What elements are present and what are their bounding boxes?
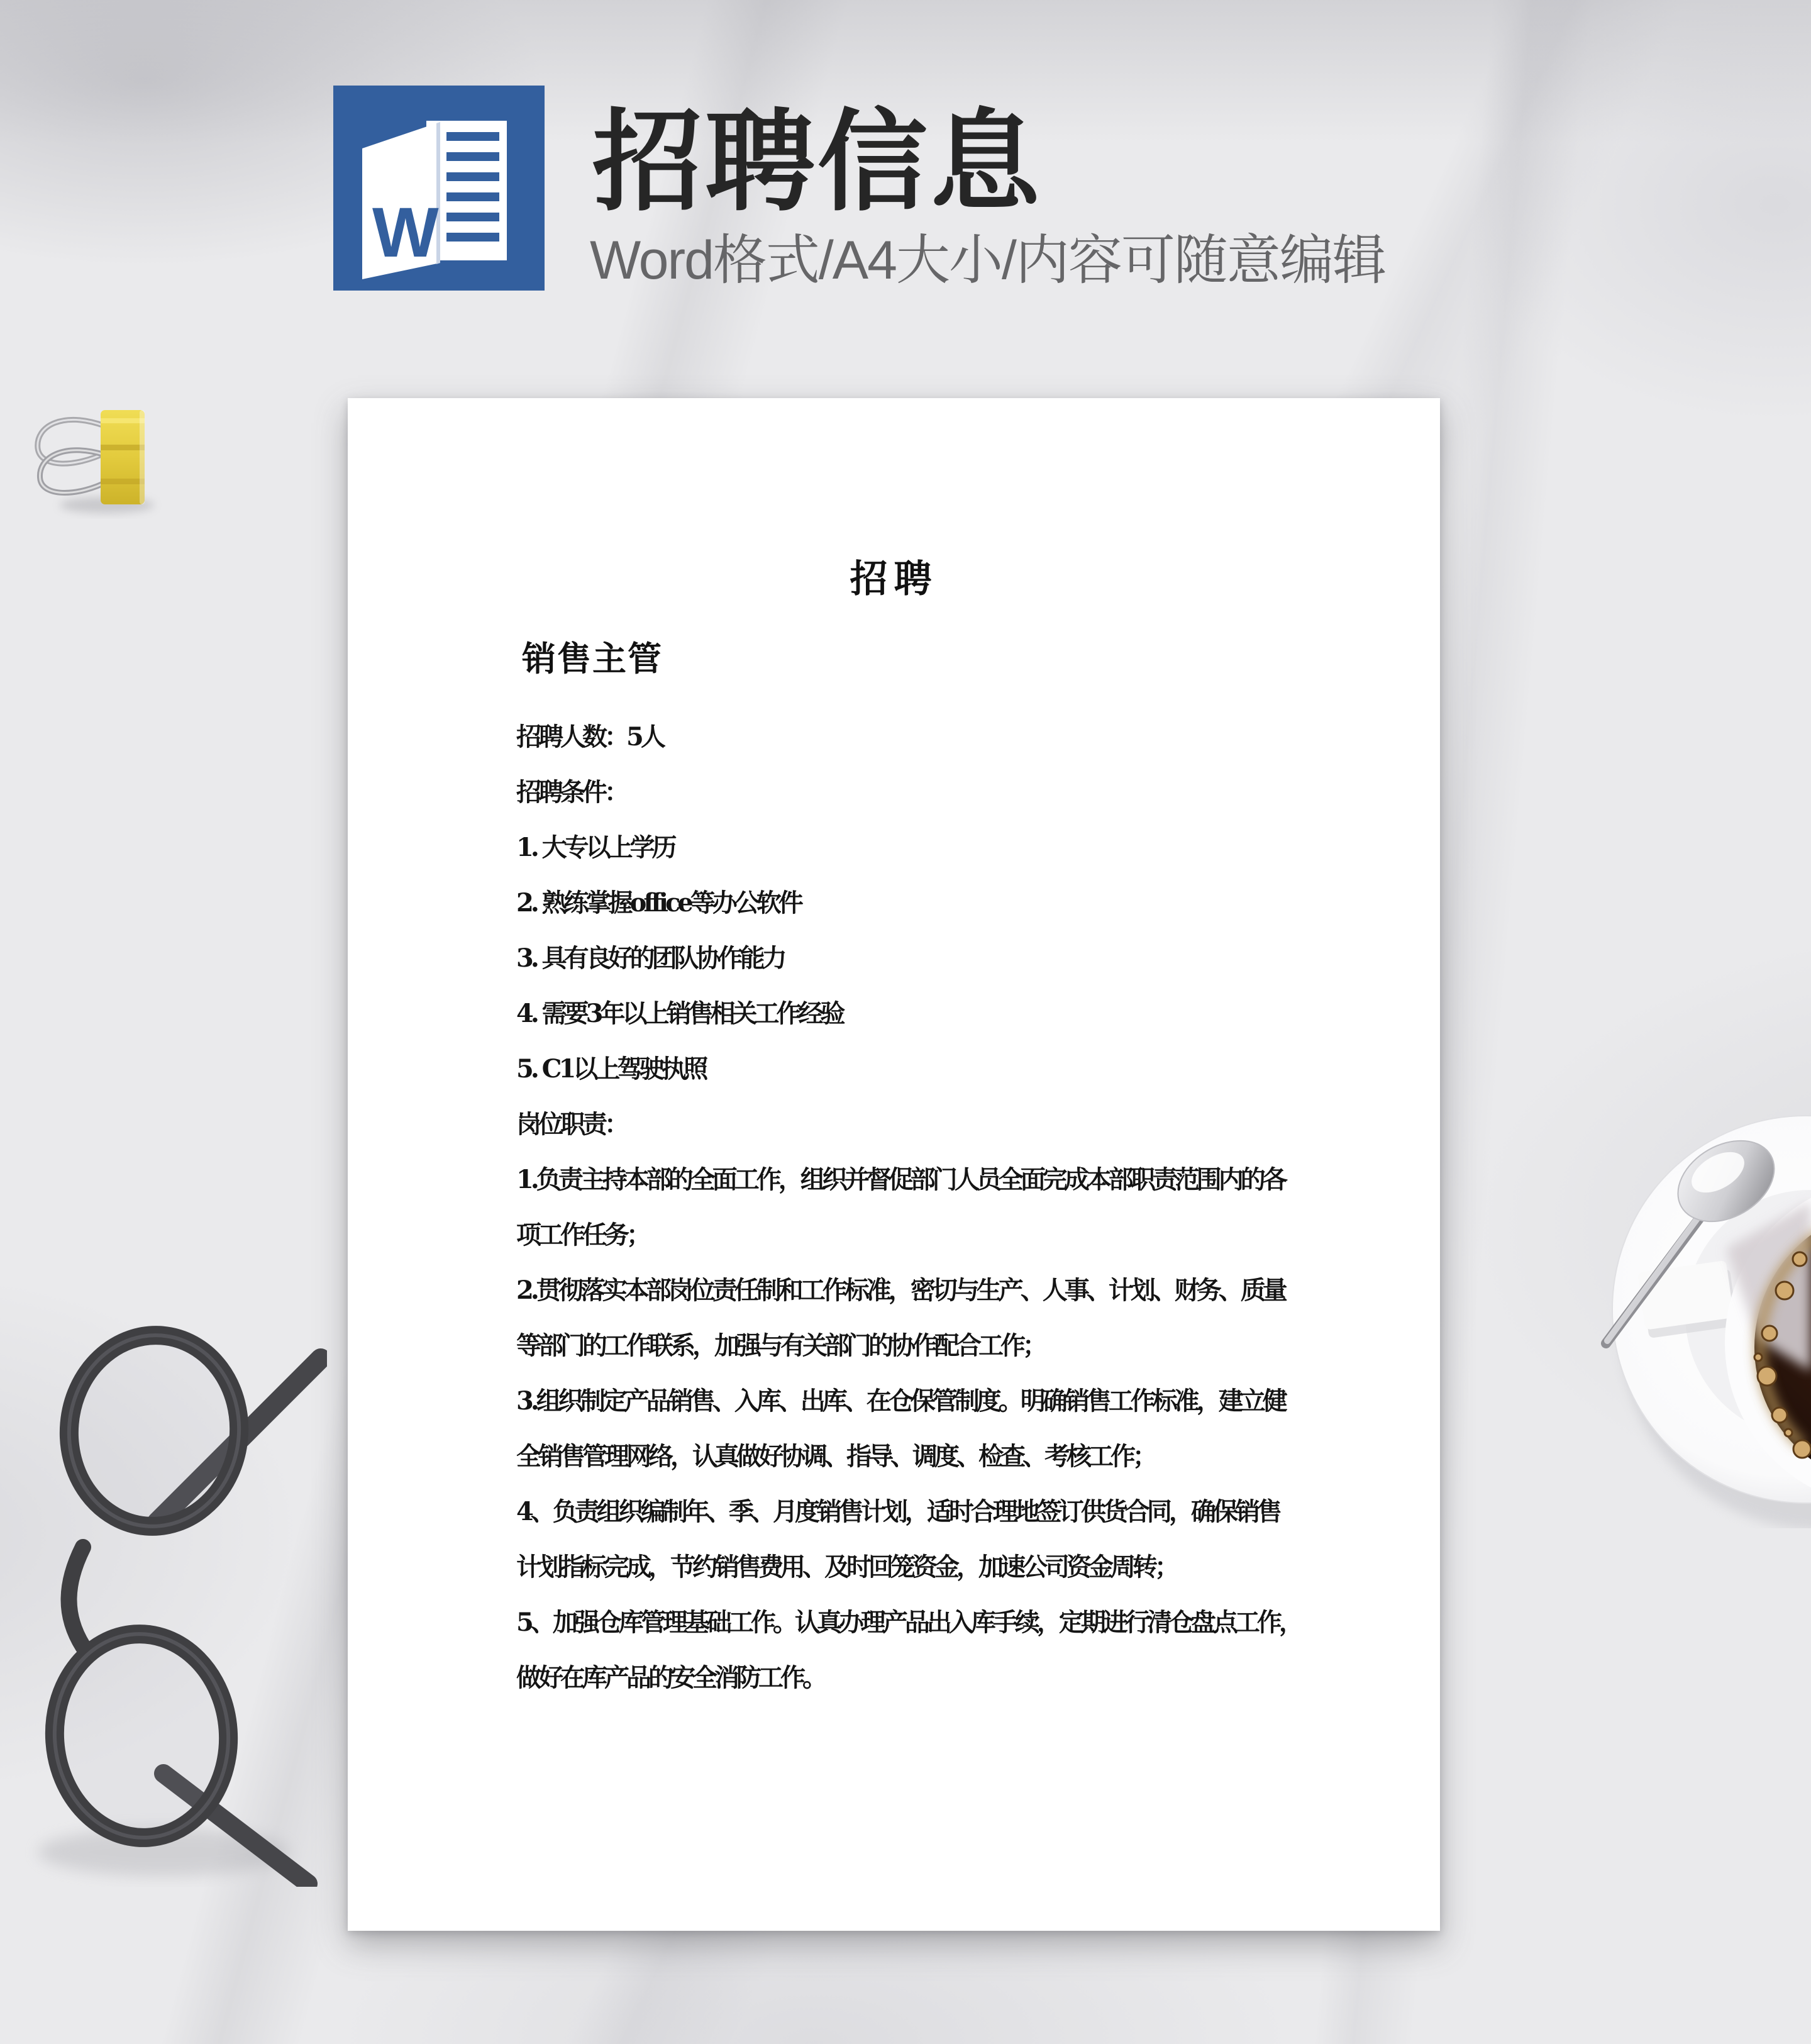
glasses-lens-bottom xyxy=(48,1628,235,1843)
duty-line: 计划指标完成，节约销售费用、及时回笼资金，加速公司资金周转； xyxy=(516,1552,1177,1582)
glasses-lens-top xyxy=(61,1328,246,1533)
duty-line: 2.贯彻落实本部岗位责任制和工作标准，密切与生产、人事、计划、财务、质量 xyxy=(516,1275,1285,1305)
duty-line: 1.负责主持本部的全面工作，组织并督促部门人员全面完成本部职责范围内的各 xyxy=(516,1165,1285,1194)
cup-handle xyxy=(1637,1260,1737,1338)
duty-line: 4、负责组织编制年、季、月度销售计划，适时合理地签订供货合同，确保销售 xyxy=(516,1497,1279,1526)
template-subtitle: Word格式/A4大小/内容可随意编辑 xyxy=(590,230,1385,291)
glasses-bridge xyxy=(69,1547,84,1647)
duty-line: 项工作任务； xyxy=(516,1220,648,1250)
template-title: 招聘信息 xyxy=(592,101,1043,224)
position-heading: 销售主管 xyxy=(522,638,663,679)
duty-line: 3.组织制定产品销售、入库、出库、在仓保管制度。明确销售工作标准，建立健 xyxy=(516,1386,1285,1416)
binder-clip xyxy=(19,387,163,519)
condition-item: 2. 熟练掌握office等办公软件 xyxy=(516,888,800,918)
word-logo-icon xyxy=(333,86,545,291)
condition-item: 1. 大专以上学历 xyxy=(516,833,674,862)
eyeglasses xyxy=(13,1296,327,1887)
duty-line: 5、加强仓库管理基础工作。认真办理产品出入库手续，定期进行清仓盘点工作， xyxy=(516,1608,1301,1637)
clip-body xyxy=(101,410,145,504)
condition-item: 3. 具有良好的团队协作能力 xyxy=(516,943,784,973)
document-title: 招聘 xyxy=(850,557,938,601)
duties-label: 岗位职责： xyxy=(516,1109,626,1139)
conditions-label: 招聘条件： xyxy=(516,777,626,807)
document-page xyxy=(348,398,1440,1931)
recruit-count-line: 招聘人数：5人 xyxy=(516,722,663,752)
condition-item: 4. 需要3年以上销售相关工作经验 xyxy=(516,999,843,1028)
word-icon-letter: W xyxy=(372,193,439,272)
duty-line: 全销售管理网络，认真做好协调、指导、调度、检查、考核工作； xyxy=(516,1441,1155,1471)
coffee-cup xyxy=(1578,1088,1811,1528)
duty-line: 等部门的工作联系，加强与有关部门的协作配合工作； xyxy=(516,1331,1044,1360)
document-body xyxy=(516,709,1327,1706)
condition-item: 5. C1以上驾驶执照 xyxy=(516,1054,706,1084)
duty-line: 做好在库产品的安全消防工作。 xyxy=(516,1663,824,1692)
